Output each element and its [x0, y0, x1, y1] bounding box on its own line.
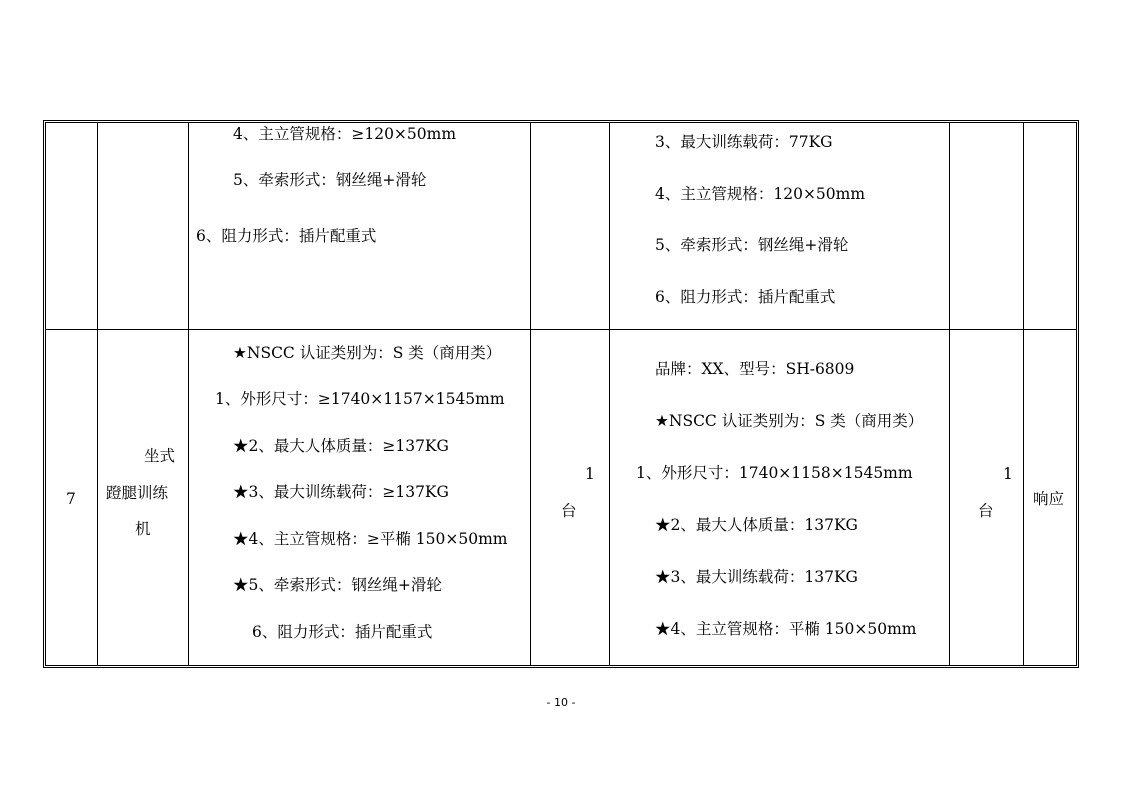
requirement-line: 5、牵索形式：钢丝绳+滑轮 [233, 171, 427, 189]
offer-line: 4、主立管规格：120×50mm [655, 185, 866, 203]
required-quantity: 1 [585, 465, 595, 483]
offered-unit: 台 [978, 502, 994, 520]
response-status: 响应 [1033, 490, 1065, 508]
item-name-line: 蹬腿训练 [106, 484, 169, 502]
offer-line: 3、最大训练载荷：77KG [655, 133, 833, 151]
column-divider [97, 123, 98, 665]
column-divider [1023, 123, 1024, 665]
required-unit: 台 [561, 502, 577, 520]
offer-line: ★NSCC 认证类别为：S 类（商用类） [655, 412, 924, 430]
column-divider [609, 123, 610, 665]
offer-line: ★2、最大人体质量：137KG [655, 516, 858, 534]
page-number: - 10 - [546, 696, 576, 709]
offer-line: ★4、主立管规格：平椭 150×50mm [655, 620, 917, 638]
requirement-line: ★4、主立管规格：≥平椭 150×50mm [233, 530, 508, 548]
requirement-line: ★5、牵索形式：钢丝绳+滑轮 [233, 576, 442, 594]
item-name-line: 机 [135, 520, 151, 538]
column-divider [949, 123, 950, 665]
offered-quantity: 1 [1003, 465, 1013, 483]
offer-line: ★3、最大训练载荷：137KG [655, 568, 858, 586]
item-index: 7 [66, 490, 76, 508]
column-divider [188, 123, 189, 665]
requirement-line: ★3、最大训练载荷：≥137KG [233, 483, 449, 501]
requirement-line: 6、阻力形式：插片配重式 [252, 623, 433, 641]
requirement-line: ★NSCC 认证类别为：S 类（商用类） [233, 344, 502, 362]
requirement-line: 6、阻力形式：插片配重式 [196, 227, 377, 245]
column-divider [530, 123, 531, 665]
requirement-line: 4、主立管规格：≥120×50mm [233, 125, 457, 143]
offer-line: 5、牵索形式：钢丝绳+滑轮 [655, 236, 849, 254]
item-name-line: 坐式 [144, 447, 176, 465]
spec-comparison-table [43, 120, 1079, 668]
offer-line: 1、外形尺寸：1740×1158×1545mm [636, 464, 913, 482]
row-divider [46, 329, 1076, 330]
requirement-line: 1、外形尺寸：≥1740×1157×1545mm [215, 390, 505, 408]
offer-line: 6、阻力形式：插片配重式 [655, 288, 836, 306]
offer-line: 品牌：XX、型号：SH-6809 [655, 360, 855, 378]
requirement-line: ★2、最大人体质量：≥137KG [233, 437, 449, 455]
